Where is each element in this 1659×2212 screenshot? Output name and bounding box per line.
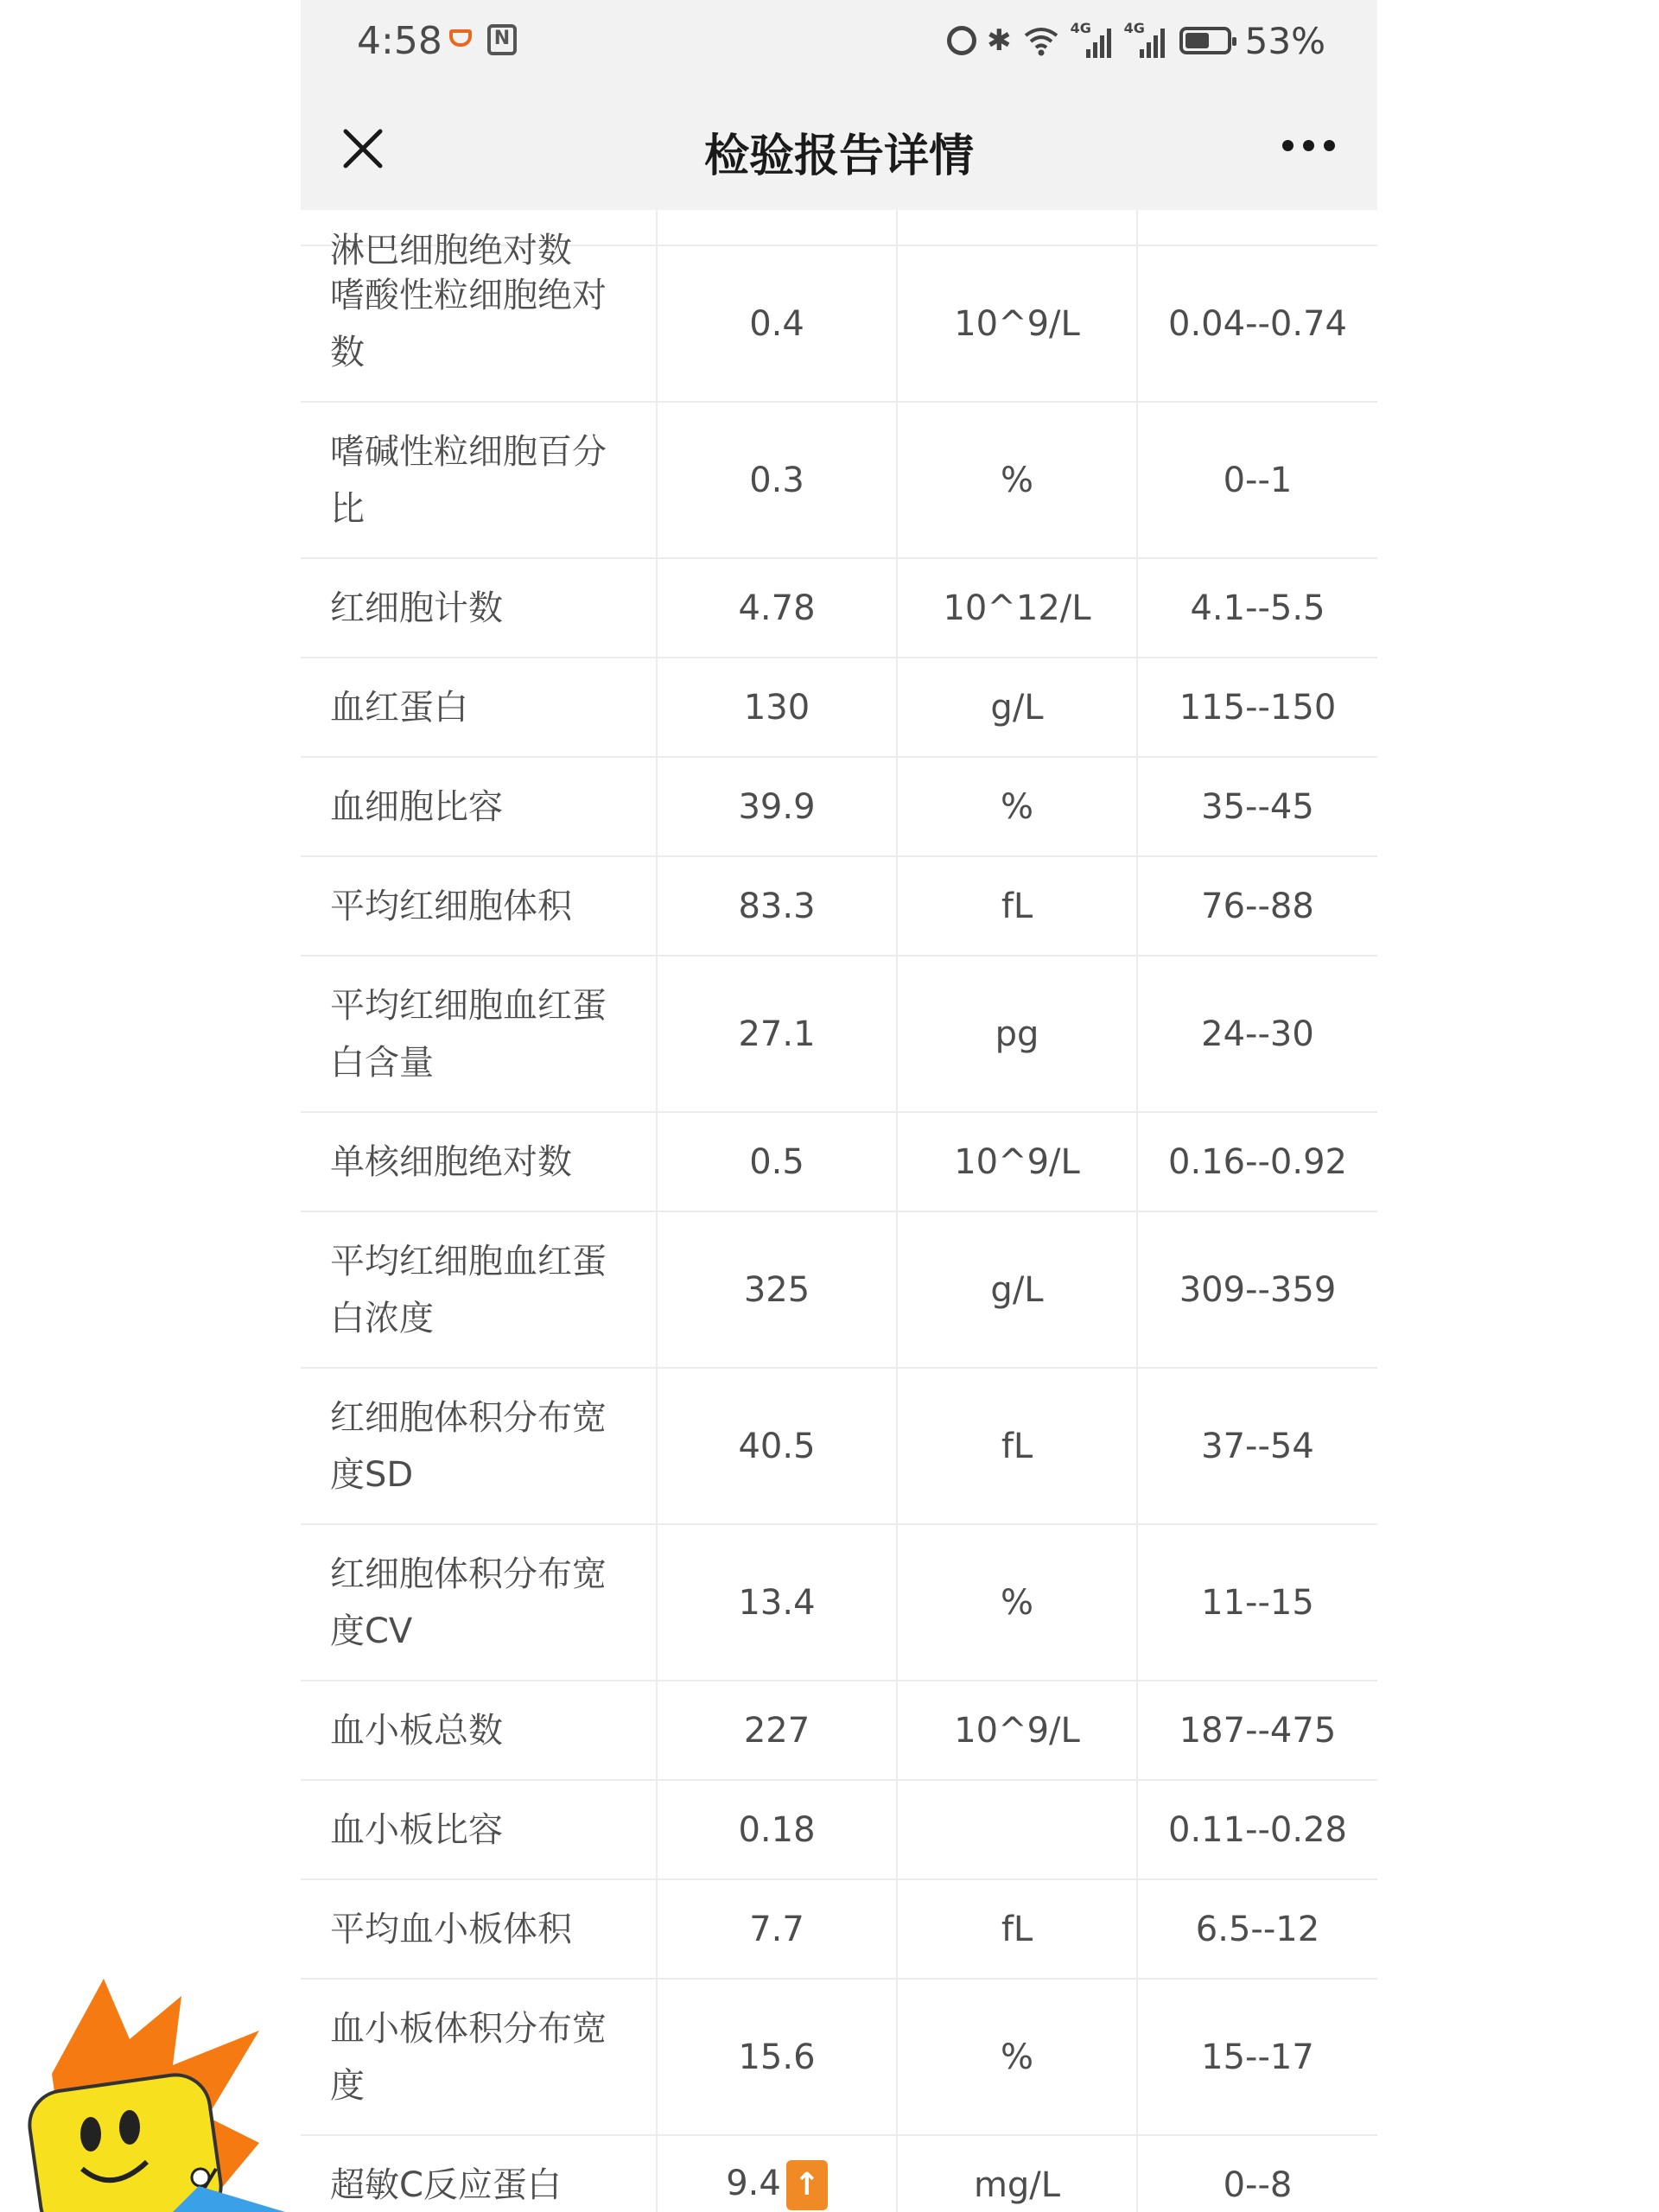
- item-unit: fL: [897, 1368, 1137, 1524]
- item-value: 9.4 ↑: [657, 2135, 897, 2212]
- bluetooth-icon: ✱: [987, 23, 1012, 58]
- item-unit: %: [897, 402, 1137, 558]
- nfc-icon: N: [487, 24, 517, 55]
- item-range: 4.1--5.5: [1137, 558, 1377, 658]
- item-range: 0.11--0.28: [1137, 1780, 1377, 1879]
- item-name: 血小板体积分布宽度: [301, 1979, 657, 2135]
- more-button[interactable]: [1282, 137, 1343, 157]
- item-range: 309--359: [1137, 1211, 1377, 1368]
- table-row: [301, 856, 1377, 956]
- item-range: 0--8: [1137, 2135, 1377, 2212]
- item-range: 24--30: [1137, 956, 1377, 1112]
- item-range: 6.5--12: [1137, 1879, 1377, 1979]
- item-unit: fL: [897, 856, 1137, 956]
- signal-icon: 4G: [1071, 23, 1114, 58]
- item-unit: %: [897, 1979, 1137, 2135]
- item-name: 平均红细胞血红蛋白浓度: [301, 1211, 657, 1368]
- item-value: 130: [657, 658, 897, 757]
- item-range: 11--15: [1137, 1524, 1377, 1681]
- item-value: 325: [657, 1211, 897, 1368]
- item-name: 淋巴细胞绝对数: [301, 95, 657, 245]
- battery-percent: 53%: [1244, 19, 1325, 62]
- table-row: [301, 956, 1377, 1112]
- item-unit: 10^9/L: [897, 1681, 1137, 1780]
- table-row: [301, 1879, 1377, 1979]
- item-name: 嗜酸性粒细胞绝对数: [301, 245, 657, 402]
- table-row: [301, 757, 1377, 856]
- item-value: 0.3: [657, 402, 897, 558]
- item-unit: 10^9/L: [897, 1112, 1137, 1211]
- item-unit: %: [897, 757, 1137, 856]
- item-name: 平均血小板体积: [301, 1879, 657, 1979]
- item-unit: g/L: [897, 1211, 1137, 1368]
- table-row: [301, 1368, 1377, 1524]
- item-range: 0.04--0.74: [1137, 245, 1377, 402]
- item-range: 35--45: [1137, 757, 1377, 856]
- item-value: 4.78: [657, 558, 897, 658]
- item-range: 115--150: [1137, 658, 1377, 757]
- item-unit: %: [897, 1524, 1137, 1681]
- status-bar: [301, 0, 1377, 86]
- page-title: 检验报告详情: [703, 130, 974, 182]
- alarm-icon: [947, 26, 976, 55]
- app-notification-icon: [449, 29, 472, 47]
- item-value: 0.4: [657, 245, 897, 402]
- item-name: 血细胞比容: [301, 757, 657, 856]
- report-table-container[interactable]: [301, 95, 1377, 2212]
- item-name: 嗜碱性粒细胞百分比: [301, 402, 657, 558]
- nav-bar: [301, 86, 1377, 210]
- item-unit: pg: [897, 956, 1137, 1112]
- battery-icon: [1179, 27, 1231, 54]
- item-range: 37--54: [1137, 1368, 1377, 1524]
- item-name: 血小板总数: [301, 1681, 657, 1780]
- more-icon: [1282, 140, 1294, 151]
- item-range: 187--475: [1137, 1681, 1377, 1780]
- status-icons: [937, 19, 1325, 62]
- item-unit: mg/L: [897, 2135, 1137, 2212]
- abnormal-high-arrow-icon: ↑: [786, 2160, 828, 2210]
- item-unit: g/L: [897, 658, 1137, 757]
- status-time: 4:58: [357, 19, 442, 63]
- table-row: [301, 558, 1377, 658]
- cartoon-sticker: [0, 1970, 294, 2212]
- item-name: 平均红细胞体积: [301, 856, 657, 956]
- signal-icon-2: 4G: [1124, 23, 1167, 58]
- item-value: 0.5: [657, 1112, 897, 1211]
- item-unit: 10^12/L: [897, 558, 1137, 658]
- item-unit: [897, 1780, 1137, 1879]
- item-unit: 10^9/L: [897, 245, 1137, 402]
- table-row: [301, 402, 1377, 558]
- item-value: 13.4: [657, 1524, 897, 1681]
- table-row: [301, 2135, 1377, 2212]
- table-row: [301, 658, 1377, 757]
- item-range: 76--88: [1137, 856, 1377, 956]
- item-range: 0.16--0.92: [1137, 1112, 1377, 1211]
- item-range: 15--17: [1137, 1979, 1377, 2135]
- item-value: 83.3: [657, 856, 897, 956]
- item-value: 15.6: [657, 1979, 897, 2135]
- item-unit: fL: [897, 1879, 1137, 1979]
- item-value: 40.5: [657, 1368, 897, 1524]
- table-row: [301, 1681, 1377, 1780]
- report-table: [301, 95, 1377, 2212]
- item-name: 红细胞计数: [301, 558, 657, 658]
- item-range: 0--1: [1137, 402, 1377, 558]
- item-name: 血红蛋白: [301, 658, 657, 757]
- item-name: 单核细胞绝对数: [301, 1112, 657, 1211]
- table-row: [301, 1979, 1377, 2135]
- table-row: [301, 1524, 1377, 1681]
- item-value: 7.7: [657, 1879, 897, 1979]
- item-value: 0.18: [657, 1780, 897, 1879]
- item-value: 39.9: [657, 757, 897, 856]
- item-name: 血小板比容: [301, 1780, 657, 1879]
- wifi-icon: [1022, 23, 1060, 58]
- table-row: [301, 1780, 1377, 1879]
- table-row: [301, 1112, 1377, 1211]
- item-name: 红细胞体积分布宽度CV: [301, 1524, 657, 1681]
- item-value: 27.1: [657, 956, 897, 1112]
- item-value: 227: [657, 1681, 897, 1780]
- phone-screen: 4:58 N ✱ 4G 4G 53% 检验报告详情 淋巴细胞绝对数 嗜酸性粒细胞绝对数 0.4 10^9/L 0.04--0.74 嗜碱性粒细胞百分比 0.3 % 0--1 红细胞计数 4.78 10^12/L 4.1--5.5 血红蛋白 130 g/L 115--150 血细胞比容 39.9 % 35--45 平均红细胞体积 83.3 fL 76--88 平均红细胞血红蛋白含量 27.1 pg 24--30 单核细胞绝对数 0.5 10^9/L 0.16--0.92 平均红细胞血红蛋白浓度 325 g/L 309--359 红细胞体积分布宽度SD 40.5 fL 37--54 红细胞体积分布宽度CV 13.4 % 11--15 血小板总数 227 10^9/L 187--475 血小板比容 0.18 0.11--0.28 平均血小板体积 7.7 fL 6.5--12 血小板体积分布宽度 15.6 % 15--17 超敏C反应蛋白 9.4 ↑ mg/L 0--8 du: [301, 0, 1377, 2212]
- item-name: 平均红细胞血红蛋白含量: [301, 956, 657, 1112]
- item-name: 红细胞体积分布宽度SD: [301, 1368, 657, 1524]
- table-row: [301, 1211, 1377, 1368]
- item-name: 超敏C反应蛋白: [301, 2135, 657, 2212]
